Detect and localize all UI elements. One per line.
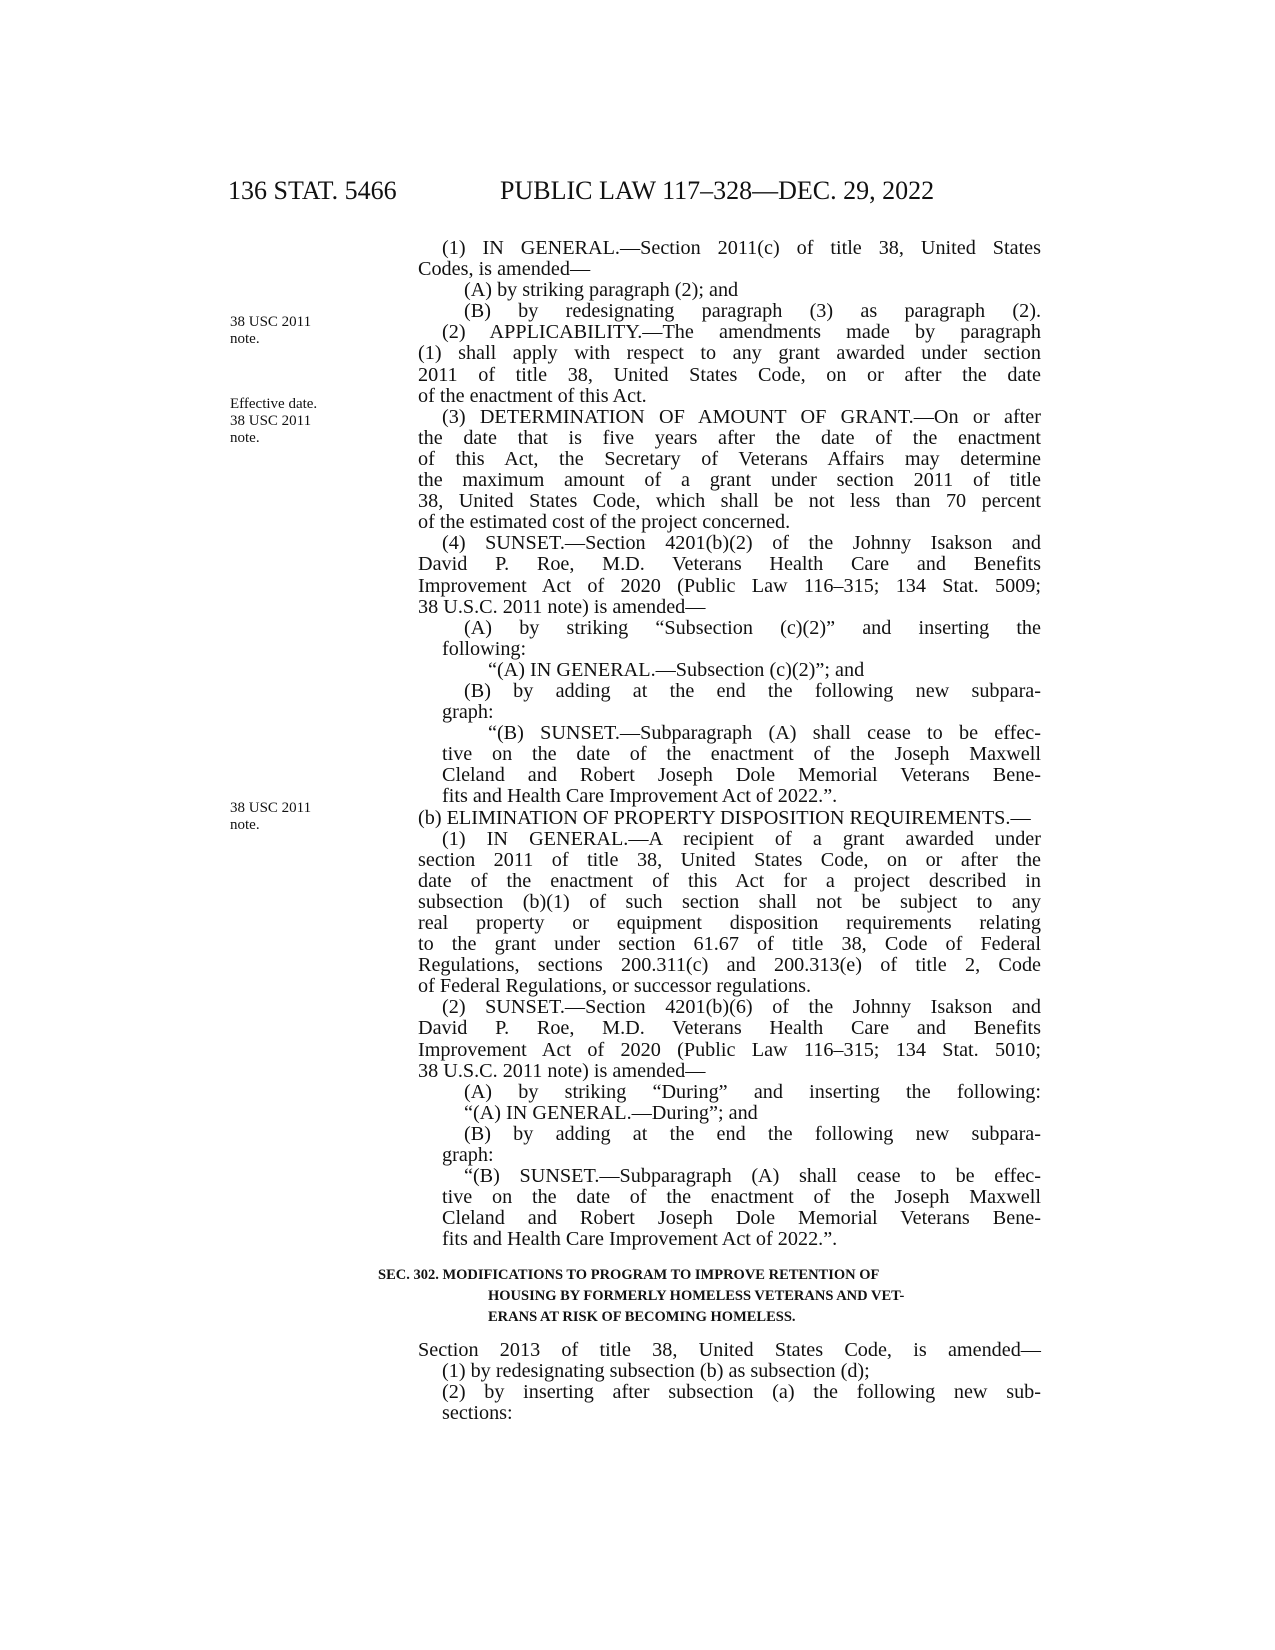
text-line: (2) SUNSET.—Section 4201(b)(6) of the Johnny Isakson and <box>442 996 1041 1019</box>
text-line: 2011 of title 38, United States Code, on or after the date <box>418 363 1041 386</box>
text-line: “(B) SUNSET.—Subparagraph (A) shall cease to be effec- <box>488 722 1041 745</box>
text-line: (B) by adding at the end the following new subpara- <box>464 1122 1041 1145</box>
text-line: “(B) SUNSET.—Subparagraph (A) shall cease to be effec- <box>464 1165 1041 1188</box>
text-line: Improvement Act of 2020 (Public Law 116–315; 134 Stat. 5010; <box>418 1038 1041 1061</box>
text-line: real property or equipment disposition requirements relating <box>418 912 1041 934</box>
text-line: following: <box>442 637 527 660</box>
text-line: 38 U.S.C. 2011 note) is amended— <box>418 595 706 618</box>
text-line: of the estimated cost of the project concerned. <box>418 511 791 534</box>
section-heading-line: ERANS AT RISK OF BECOMING HOMELESS. <box>488 1308 796 1325</box>
text-line: (1) by redesignating subsection (b) as subsection (d); <box>442 1359 870 1382</box>
subsection-heading: (b) ELIMINATION OF PROPERTY DISPOSITION REQUIREMENTS.— <box>418 806 1031 829</box>
text-line: (A) by striking “During” and inserting the following: <box>464 1080 1041 1103</box>
text-line: (3) DETERMINATION OF AMOUNT OF GRANT.—On or after <box>442 405 1041 428</box>
text-line: “(A) IN GENERAL.—During”; and <box>464 1101 758 1124</box>
text-line: (A) by striking paragraph (2); and <box>464 279 739 302</box>
text-line: fits and Health Care Improvement Act of 2022.”. <box>442 1228 838 1251</box>
text-line: Section 2013 of title 38, United States Code, is amended— <box>418 1338 1041 1361</box>
text-line: (2) APPLICABILITY.—The amendments made by paragraph <box>442 321 1041 344</box>
public-law-title: PUBLIC LAW 117–328—DEC. 29, 2022 <box>500 176 935 205</box>
section-body <box>418 1340 1041 1424</box>
text-line: fits and Health Care Improvement Act of 2022.”. <box>442 785 838 808</box>
text-line: (A) by striking “Subsection (c)(2)” and inserting the <box>464 616 1041 639</box>
section-heading-line: HOUSING BY FORMERLY HOMELESS VETERANS AND VET- <box>488 1287 905 1304</box>
text-line: Cleland and Robert Joseph Dole Memorial Veterans Bene- <box>442 764 1041 787</box>
margin-note-2: Effective date. 38 USC 2011 note. <box>230 396 318 446</box>
text-line: of the enactment of this Act. <box>418 384 647 407</box>
text-line: David P. Roe, M.D. Veterans Health Care and Benefits <box>418 1017 1041 1040</box>
text-line: sections: <box>442 1401 513 1424</box>
page-header <box>228 176 1044 216</box>
text-line: tive on the date of the enactment of the Joseph Maxwell <box>442 1186 1041 1209</box>
text-line: (4) SUNSET.—Section 4201(b)(2) of the Johnny Isakson and <box>442 532 1041 555</box>
text-line: Codes, is amended— <box>418 258 591 281</box>
text-line: subsection (b)(1) of such section shall not be subject to any <box>418 890 1041 913</box>
text-line: Regulations, sections 200.311(c) and 200.313(e) of title 2, Code <box>418 954 1041 977</box>
text-line: 38, United States Code, which shall be not less than 70 percent <box>418 490 1041 513</box>
text-line: the maximum amount of a grant under section 2011 of title <box>418 469 1041 492</box>
margin-note-1: 38 USC 2011 note. <box>230 314 312 347</box>
text-line: (1) IN GENERAL.—Section 2011(c) of title 38, United States <box>442 237 1041 259</box>
text-line: graph: <box>442 701 494 724</box>
text-line: (1) shall apply with respect to any grant awarded under section <box>418 342 1041 365</box>
text-line: “(A) IN GENERAL.—Subsection (c)(2)”; and <box>488 658 865 681</box>
document-body <box>378 237 1041 1424</box>
text-line: (B) by redesignating paragraph (3) as paragraph (2). <box>464 300 1041 323</box>
text-line: tive on the date of the enactment of the Joseph Maxwell <box>442 743 1041 766</box>
text-line: to the grant under section 61.67 of title 38, Code of Federal <box>418 933 1041 956</box>
text-line: 38 U.S.C. 2011 note) is amended— <box>418 1059 706 1082</box>
text-line: of this Act, the Secretary of Veterans Affairs may determine <box>418 447 1041 470</box>
margin-note-3: 38 USC 2011 note. <box>230 800 312 833</box>
section-heading-line: SEC. 302. MODIFICATIONS TO PROGRAM TO IMPROVE RETENTION OF <box>378 1266 880 1283</box>
text-line: Cleland and Robert Joseph Dole Memorial Veterans Bene- <box>442 1207 1041 1230</box>
text-line: section 2011 of title 38, United States Code, on or after the <box>418 848 1041 871</box>
text-line: the date that is five years after the date of the enactment <box>418 426 1041 449</box>
text-line: (2) by inserting after subsection (a) the following new sub- <box>442 1380 1041 1403</box>
text-line: David P. Roe, M.D. Veterans Health Care and Benefits <box>418 553 1041 576</box>
section-heading <box>378 1265 1041 1328</box>
text-line: (1) IN GENERAL.—A recipient of a grant awarded under <box>442 827 1041 850</box>
stat-page-number: 136 STAT. 5466 <box>228 176 397 205</box>
text-line: (B) by adding at the end the following new subpara- <box>464 679 1041 702</box>
text-line: Improvement Act of 2020 (Public Law 116–315; 134 Stat. 5009; <box>418 574 1041 597</box>
text-line: of Federal Regulations, or successor regulations. <box>418 975 811 998</box>
text-line: graph: <box>442 1144 494 1167</box>
text-line: date of the enactment of this Act for a project described in <box>418 869 1041 892</box>
